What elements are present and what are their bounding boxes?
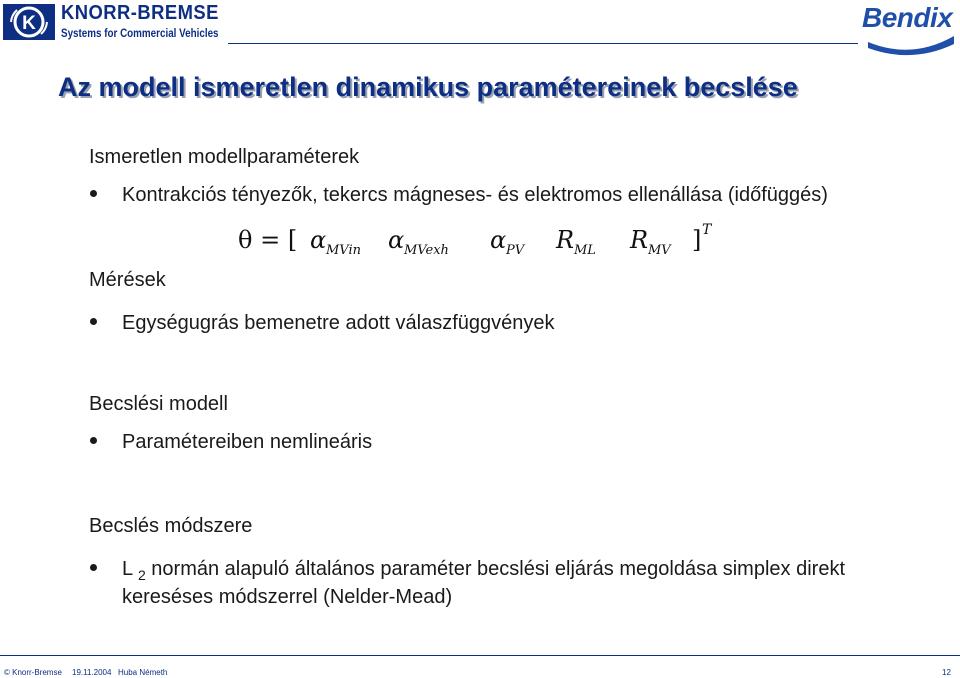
bendix-swoosh-icon xyxy=(862,2,958,58)
footer-author: Huba Németh xyxy=(118,668,168,677)
formula-term-sub: MVin xyxy=(326,243,362,258)
formula-term-base: α xyxy=(388,226,405,254)
knorr-bremse-logo-mark xyxy=(3,4,55,40)
footer-divider xyxy=(0,655,960,656)
section-heading-estimation-model: Becslési modell xyxy=(89,393,228,415)
parameter-vector-formula xyxy=(238,222,718,260)
formula-term-base: α xyxy=(490,226,507,254)
bullet-estimation-model: Paramétereiben nemlineáris xyxy=(122,431,373,453)
footer-page-number: 12 xyxy=(942,668,951,677)
bendix-name: Bendix xyxy=(862,2,953,33)
section-heading-measurements: Mérések xyxy=(89,269,166,291)
bullet-measurements: Egységugrás bemenetre adott válaszfüggvények xyxy=(122,312,555,334)
section-heading-parameters: Ismeretlen modellparaméterek xyxy=(89,146,360,168)
knorr-logo-letter: K xyxy=(22,13,36,34)
bendix-logo xyxy=(862,2,958,58)
knorr-bremse-name: KNORR-BREMSE xyxy=(61,2,219,24)
formula-term-base: R xyxy=(630,226,649,254)
bullet-parameters: Kontrakciós tényezők, tekercs mágneses- és elektromos ellenállása (időfüggés) xyxy=(122,184,828,206)
formula-close-bracket: ] xyxy=(692,226,702,254)
slide-title: Az modell ismeretlen dinamikus paramétereinek becslése xyxy=(58,72,798,102)
bullet-icon xyxy=(90,190,97,197)
method-text: normán alapuló általános paraméter becslési eljárás megoldása simplex direkt xyxy=(145,558,845,580)
section-heading-estimation-method: Becslés módszere xyxy=(89,515,253,537)
bullet-estimation-method-line1 xyxy=(122,558,845,583)
formula-term-sub: MVexh xyxy=(404,243,449,258)
header-divider xyxy=(228,43,858,44)
footer-date: 19.11.2004 xyxy=(72,668,112,677)
bullet-icon xyxy=(90,318,97,325)
formula-term-sub: PV xyxy=(506,243,525,258)
formula-term-base: α xyxy=(310,226,327,254)
knorr-bremse-logo xyxy=(3,4,219,42)
knorr-bremse-tagline: Systems for Commercial Vehicles xyxy=(61,26,219,40)
bullet-estimation-method-line2: kereséses módszerrel (Nelder-Mead) xyxy=(122,586,453,608)
formula-transpose: T xyxy=(702,222,712,238)
formula-term-sub: MV xyxy=(648,243,671,258)
bullet-icon xyxy=(90,437,97,444)
formula-lhs: θ = [ xyxy=(238,226,298,254)
formula-term-sub: ML xyxy=(574,243,596,258)
footer-copyright: © Knorr-Bremse xyxy=(4,668,62,677)
norm-subscript: 2 xyxy=(137,567,146,583)
formula-term-base: R xyxy=(556,226,575,254)
bullet-icon xyxy=(90,564,97,571)
norm-letter: L xyxy=(122,558,133,580)
